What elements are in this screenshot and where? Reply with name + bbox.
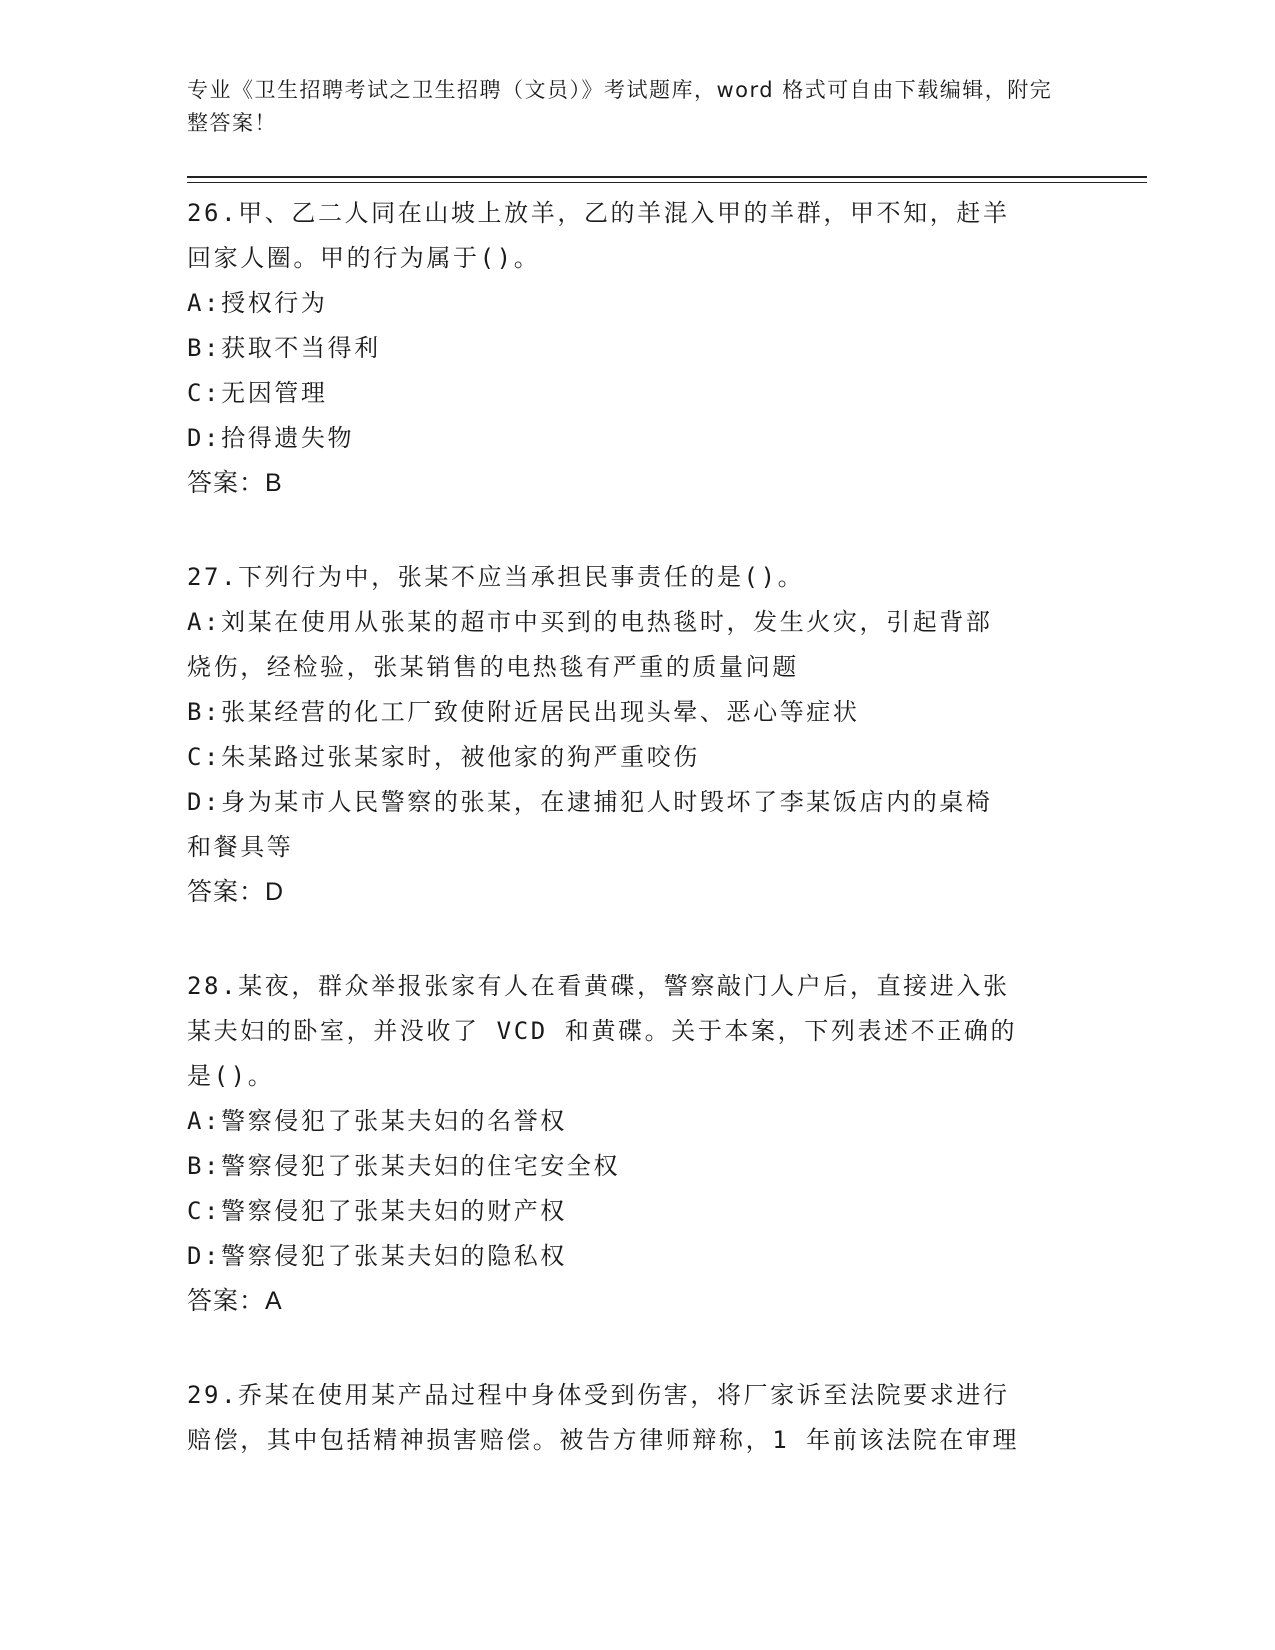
option-text: 张某经营的化工厂致使附近居民出现头晕、恶心等症状	[221, 698, 860, 726]
option-letter: D:	[187, 788, 222, 816]
option-line	[187, 326, 1087, 371]
option-text: 警察侵犯了张某夫妇的财产权	[221, 1197, 567, 1225]
option-letter: C:	[187, 379, 222, 407]
option-letter: D:	[187, 1242, 222, 1270]
option-text: 朱某路过张某家时，被他家的狗严重咬伤	[221, 743, 700, 771]
question-block	[187, 555, 1087, 915]
option-text: 授权行为	[221, 289, 328, 317]
question-stem-line: 27.下列行为中，张某不应当承担民事责任的是()。	[187, 563, 805, 591]
option-text: 获取不当得利	[221, 334, 381, 362]
option-text: 警察侵犯了张某夫妇的隐私权	[221, 1242, 567, 1270]
question-stem-line: 26.甲、乙二人同在山坡上放羊，乙的羊混入甲的羊群，甲不知，赶羊	[187, 199, 1010, 227]
question-stem-line: 某夫妇的卧室，并没收了 VCD 和黄碟。关于本案，下列表述不正确的	[187, 1017, 1018, 1045]
header-divider	[187, 176, 1147, 178]
option-line	[187, 600, 1087, 645]
option-letter: B:	[187, 334, 222, 362]
header-note: 专业《卫生招聘考试之卫生招聘（文员）》考试题库，word 格式可自由下载编辑，附完整答案！	[187, 78, 1053, 135]
option-letter: A:	[187, 1107, 222, 1135]
question-stem-line: 是()。	[187, 1062, 275, 1090]
option-letter: B:	[187, 698, 222, 726]
option-line	[187, 1144, 1087, 1189]
option-letter: A:	[187, 289, 222, 317]
option-line	[187, 690, 1087, 735]
option-line: 烧伤，经检验，张某销售的电热毯有严重的质量问题	[187, 653, 799, 681]
question-stem-line: 28.某夜，群众举报张家有人在看黄碟，警察敲门人户后，直接进入张	[187, 972, 1010, 1000]
option-line	[187, 281, 1087, 326]
option-line	[187, 1099, 1087, 1144]
option-line	[187, 371, 1087, 416]
option-letter: B:	[187, 1152, 222, 1180]
question-block	[187, 964, 1087, 1324]
question-stem-line: 赔偿，其中包括精神损害赔偿。被告方律师辩称，1 年前该法院在审理	[187, 1426, 1020, 1454]
option-letter: C:	[187, 743, 222, 771]
answer-label: 答案：D	[187, 878, 285, 906]
option-letter: A:	[187, 608, 222, 636]
option-line: 和餐具等	[187, 833, 294, 861]
question-list	[187, 191, 1087, 1512]
question-stem-line: 回家人圈。甲的行为属于()。	[187, 244, 541, 272]
option-letter: C:	[187, 1197, 222, 1225]
option-line	[187, 416, 1087, 461]
answer-label: 答案：B	[187, 469, 283, 497]
option-line	[187, 1234, 1087, 1279]
header-divider-thin	[187, 182, 1147, 183]
answer-label: 答案：A	[187, 1287, 283, 1315]
option-text: 拾得遗失物	[221, 424, 355, 452]
option-line	[187, 780, 1087, 825]
option-letter: D:	[187, 424, 222, 452]
option-line	[187, 1189, 1087, 1234]
option-line	[187, 735, 1087, 780]
question-block	[187, 1373, 1087, 1463]
option-text: 警察侵犯了张某夫妇的名誉权	[221, 1107, 567, 1135]
option-text: 身为某市人民警察的张某，在逮捕犯人时毁坏了李某饭店内的桌椅	[221, 788, 993, 816]
question-block	[187, 191, 1087, 506]
option-text: 警察侵犯了张某夫妇的住宅安全权	[221, 1152, 621, 1180]
option-text: 无因管理	[221, 379, 328, 407]
option-text: 刘某在使用从张某的超市中买到的电热毯时，发生火灾，引起背部	[221, 608, 993, 636]
question-stem-line: 29.乔某在使用某产品过程中身体受到伤害，将厂家诉至法院要求进行	[187, 1381, 1010, 1409]
